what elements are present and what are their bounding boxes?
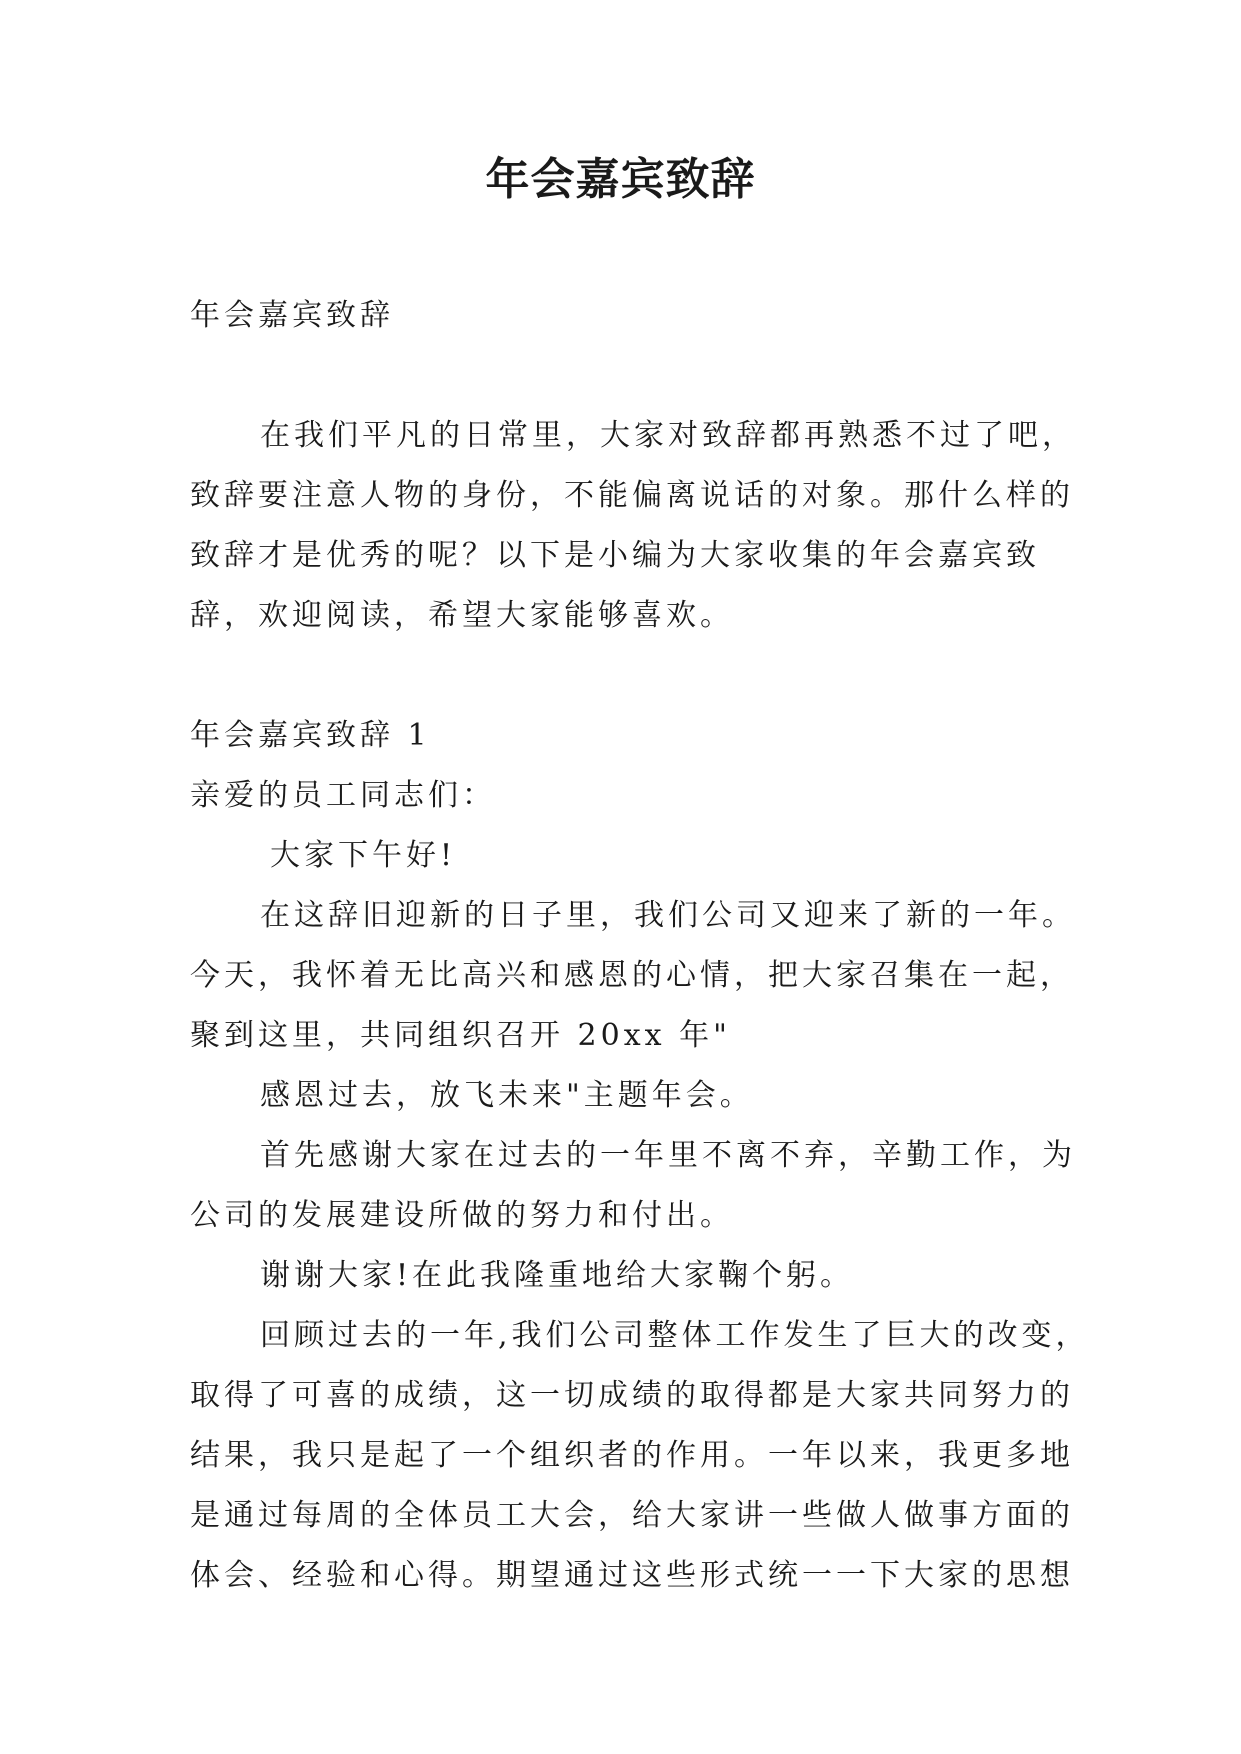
paragraph-line: 在这辞旧迎新的日子里，我们公司又迎来了新的一年。 [260,898,1076,933]
paragraph-line: 谢谢大家!在此我隆重地给大家鞠个躬。 [260,1258,855,1293]
paragraph-line: 致辞要注意人物的身份，不能偏离说话的对象。那什么样的 [190,478,1074,513]
document-body [190,286,1090,1606]
greeting: 大家下午好! [270,838,457,873]
salutation: 亲爱的员工同志们： [190,778,496,813]
paragraph-line: 今天，我怀着无比高兴和感恩的心情，把大家召集在一起， [190,958,1074,993]
paragraph-line: 结果，我只是起了一个组织者的作用。一年以来，我更多地 [190,1438,1074,1473]
paragraph-line: 致辞才是优秀的呢？以下是小编为大家收集的年会嘉宾致 [190,538,1040,573]
paragraph-line: 感恩过去，放飞未来"主题年会。 [260,1078,754,1113]
blank-line [190,646,1070,706]
paragraph-line: 公司的发展建设所做的努力和付出。 [190,1198,734,1233]
paragraph-line: 聚到这里，共同组织召开 20xx 年" [190,1018,731,1053]
blank-line [190,346,1070,406]
paragraph-line: 回顾过去的一年,我们公司整体工作发生了巨大的改变， [260,1318,1090,1353]
document-title: 年会嘉宾致辞 [485,154,756,205]
paragraph-line: 是通过每周的全体员工大会，给大家讲一些做人做事方面的 [190,1498,1074,1533]
paragraph-line: 在我们平凡的日常里，大家对致辞都再熟悉不过了吧， [260,418,1076,453]
section-heading: 年会嘉宾致辞 [190,298,394,333]
paragraph-line: 辞，欢迎阅读，希望大家能够喜欢。 [190,598,734,633]
section-heading: 年会嘉宾致辞 1 [190,718,431,753]
paragraph-line: 体会、经验和心得。期望通过这些形式统一一下大家的思想 [190,1558,1074,1593]
paragraph-line: 取得了可喜的成绩，这一切成绩的取得都是大家共同努力的 [190,1378,1074,1413]
paragraph-line: 首先感谢大家在过去的一年里不离不弃，辛勤工作，为 [260,1138,1076,1173]
